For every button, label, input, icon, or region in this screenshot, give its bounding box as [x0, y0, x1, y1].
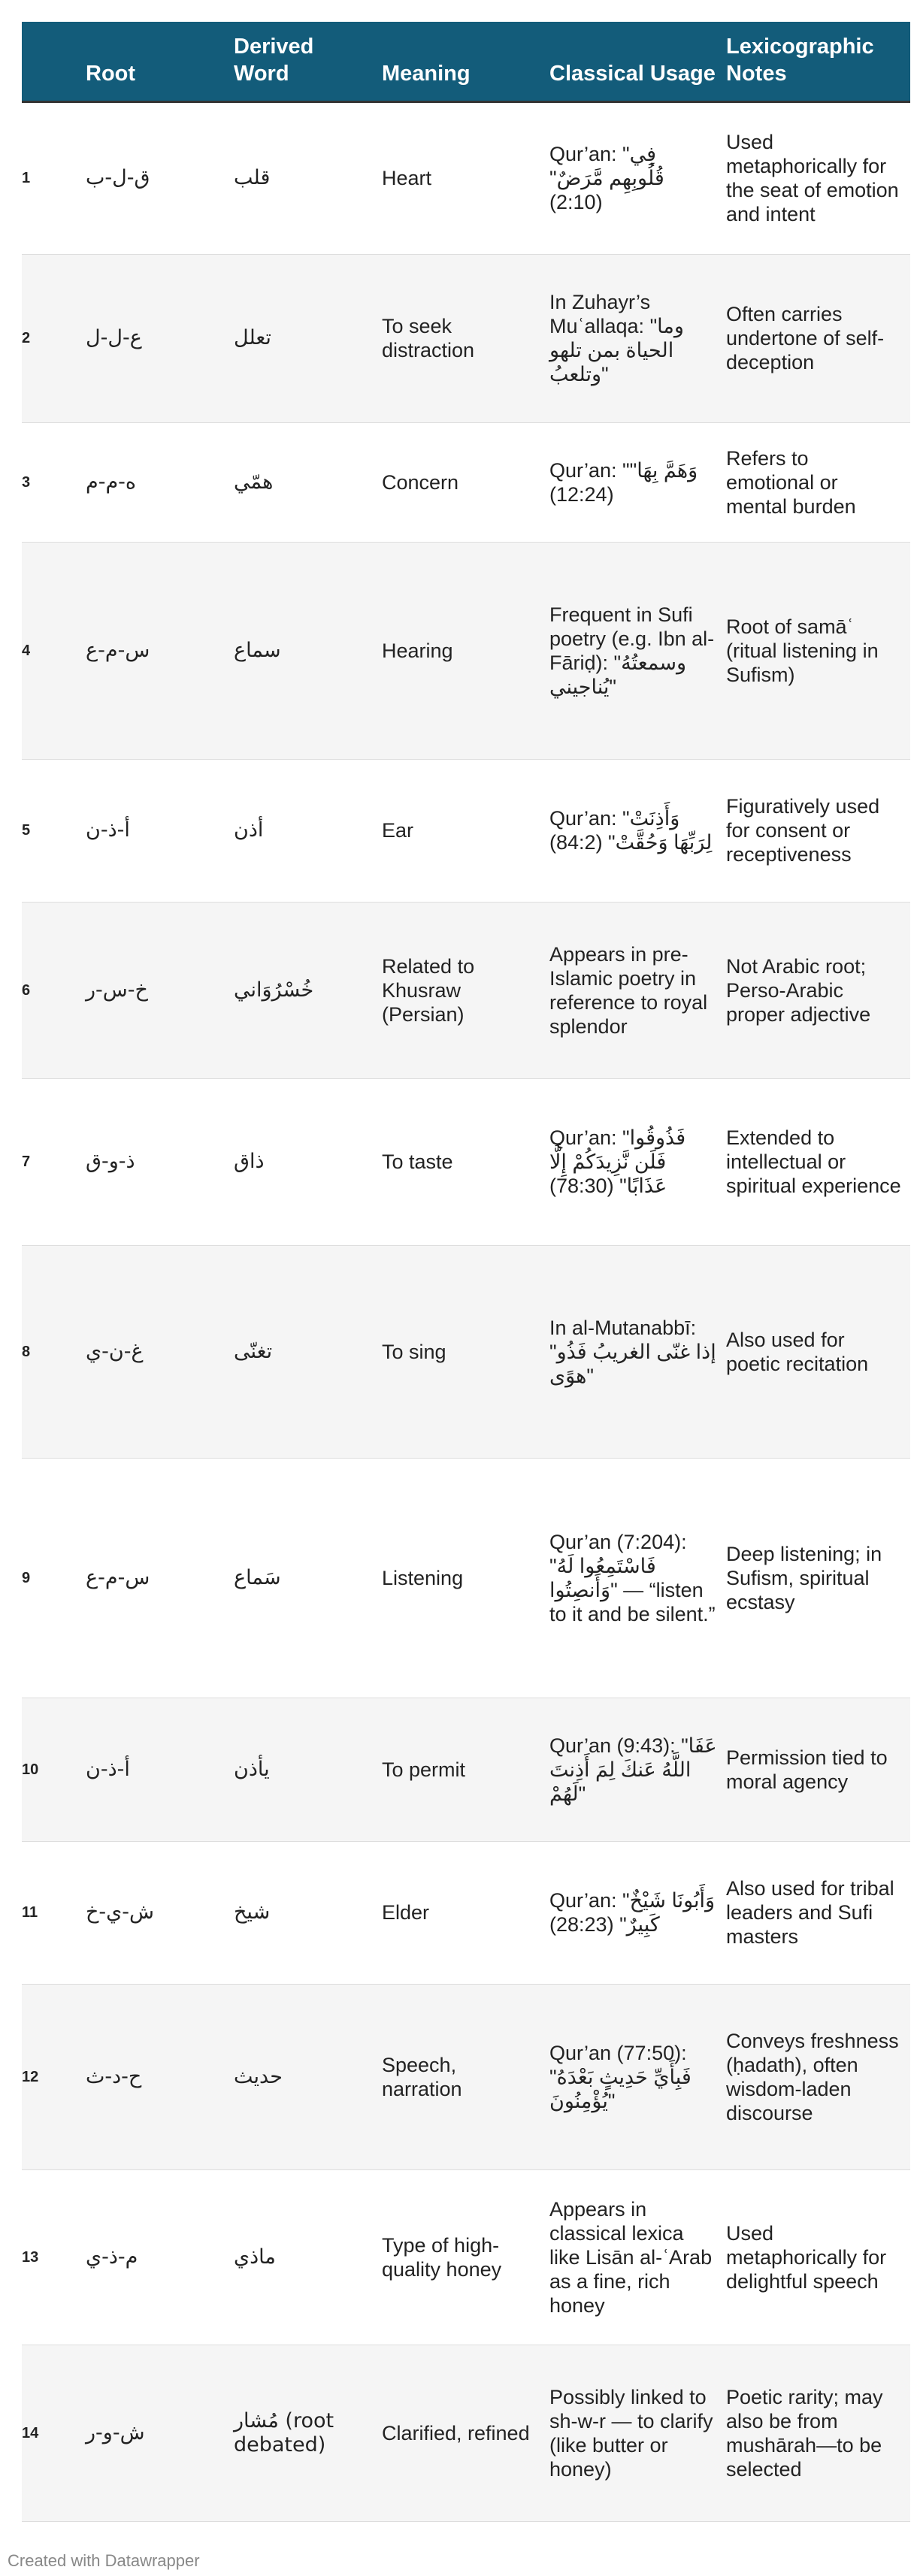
root-cell: ش-و-ر [86, 2420, 145, 2444]
row-number: 9 [22, 1569, 31, 1586]
notes-cell: Extended to intellectual or spiritual experience [726, 1126, 901, 1197]
row-number: 7 [22, 1153, 31, 1170]
notes-cell: Conveys freshness (ḥadath), often wisdom-laden discourse [726, 2029, 899, 2124]
notes-cell: Figuratively used for consent or receptiveness [726, 795, 880, 866]
row-number: 10 [22, 1761, 39, 1778]
col-classical-usage-header: Classical Usage [549, 61, 716, 86]
row-number: 4 [22, 642, 31, 659]
notes-cell: Deep listening; in Sufism, spiritual ecstasy [726, 1542, 882, 1613]
classical-usage-cell: Qur’an: "وَأَبُونَا شَيْخٌ كَبِيرٌ" (28:23) [549, 1889, 716, 1936]
derived-word-cell: خُسْرُوَاني [234, 978, 314, 1002]
notes-cell: Root of samāʿ (ritual listening in Sufism) [726, 615, 879, 686]
classical-usage-cell: In al-Mutanabbī: "إذا غنّى الغريبُ فَذُو هوًى" [549, 1316, 716, 1387]
col-root-header: Root [86, 61, 136, 86]
table-row [22, 1245, 910, 1458]
notes-cell: Refers to emotional or mental burden [726, 446, 856, 518]
col-meaning-header: Meaning [382, 61, 471, 86]
derived-word-cell: شيخ [234, 1900, 271, 1924]
derived-word-cell: قلب [234, 166, 271, 189]
notes-cell: Used metaphorically for the seat of emotion and intent [726, 131, 899, 225]
table-row [22, 2169, 910, 2345]
notes-cell: Poetic rarity; may also be from mushārah—to be selected [726, 2385, 883, 2481]
footer-credit[interactable]: Created with Datawrapper [8, 2551, 200, 2570]
table-row [22, 422, 910, 542]
notes-cell: Not Arabic root; Perso-Arabic proper adjective [726, 954, 871, 1026]
meaning-cell: Type of high-quality honey [382, 2233, 502, 2281]
col-number-header [22, 22, 86, 101]
classical-usage-cell: Frequent in Sufi poetry (e.g. Ibn al-Fāriḍ): "وسمعتُهُ يُناجيني" [549, 603, 715, 698]
notes-cell: Also used for poetic recitation [726, 1328, 869, 1375]
notes-cell: Also used for tribal leaders and Sufi masters [726, 1877, 894, 1948]
derived-word-cell: ماذي [234, 2245, 276, 2269]
derived-word-cell: سَماع [234, 1565, 281, 1589]
derived-word-cell: ذاق [234, 1150, 265, 1173]
root-cell: خ-س-ر [86, 978, 148, 1002]
derived-word-cell: تغنّى [234, 1339, 273, 1363]
classical-usage-cell: Qur’an (9:43): "عَفَا اللَّهُ عَنكَ لِمَ أَذِنتَ لَهُمْ" [549, 1734, 717, 1805]
table-body [22, 101, 910, 2521]
row-number: 8 [22, 1343, 31, 1360]
root-cell: غ-ن-ي [86, 1339, 144, 1363]
header-row [22, 22, 910, 101]
meaning-cell: Elder [382, 1901, 430, 1924]
classical-usage-cell: Appears in pre-Islamic poetry in reference to royal splendor [549, 942, 708, 1038]
root-cell: أ-ذ-ن [86, 1757, 130, 1781]
root-cell: س-م-ع [86, 1565, 150, 1589]
derived-word-cell: همّي [234, 470, 274, 494]
classical-usage-cell: Qur’an: "فِي قُلُوبِهِم مَّرَضٌ" (2:10) [549, 143, 664, 213]
table-row [22, 254, 910, 422]
table-row [22, 759, 910, 902]
root-cell: ع-ل-ل [86, 326, 142, 349]
classical-usage-cell: Qur’an: "وَهَمَّ بِهَا" (12:24) [549, 458, 698, 506]
derived-word-cell: مُشار (root debated) [234, 2408, 334, 2457]
meaning-cell: To permit [382, 1758, 466, 1781]
row-number: 1 [22, 170, 31, 186]
meaning-cell: To taste [382, 1150, 453, 1173]
derived-word-cell: تعلل [234, 326, 271, 349]
root-cell: ه-م-م [86, 470, 137, 494]
table-row [22, 1841, 910, 1984]
classical-usage-cell: Qur’an: "فَذُوقُوا فَلَن نَّزِيدَكُمْ إِلَّا عَذَابًا" (78:30) [549, 1126, 686, 1197]
table-row [22, 101, 910, 254]
meaning-cell: Heart [382, 167, 432, 189]
notes-cell: Often carries undertone of self-deception [726, 303, 885, 373]
table-row [22, 2345, 910, 2521]
table-row [22, 1458, 910, 1698]
classical-usage-cell: Qur’an: "وَأَذِنَتْ لِرَبِّهَا وَحُقَّتْ" (84:2) [549, 807, 713, 854]
table-row [22, 1078, 910, 1245]
classical-usage-cell: In Zuhayr’s Muʿallaqa: "وما الحياة بمن تلهو وتلعبُ" [549, 291, 684, 385]
meaning-cell: To sing [382, 1340, 446, 1363]
row-number: 12 [22, 2068, 39, 2085]
lexicon-table [22, 22, 910, 2522]
row-number: 13 [22, 2248, 39, 2266]
col-lexicographic-notes-header: Lexicographic Notes [726, 34, 874, 86]
root-cell: ش-ي-خ [86, 1900, 155, 1924]
root-cell: ذ-و-ق [86, 1150, 135, 1173]
row-number: 3 [22, 473, 31, 491]
classical-usage-cell: Qur’an (7:204): "فَاسْتَمِعُوا لَهُ وَأَنصِتُوا" — “listen to it and be silent.” [549, 1530, 716, 1625]
notes-cell: Used metaphorically for delightful speech [726, 2221, 887, 2293]
root-cell: م-ذ-ي [86, 2245, 138, 2269]
table-row [22, 902, 910, 1078]
col-derived-word-header: Derived Word [234, 34, 314, 86]
row-number: 5 [22, 822, 31, 839]
derived-word-cell: حديث [234, 2064, 283, 2088]
row-number: 14 [22, 2424, 39, 2441]
table-row [22, 1984, 910, 2169]
meaning-cell: Listening [382, 1566, 464, 1589]
root-cell: ق-ل-ب [86, 166, 150, 189]
root-cell: س-م-ع [86, 638, 150, 662]
meaning-cell: Hearing [382, 639, 453, 662]
table-row [22, 1698, 910, 1841]
derived-word-cell: يأذن [234, 1757, 270, 1781]
meaning-cell: Clarified, refined [382, 2421, 530, 2444]
row-number: 2 [22, 330, 31, 346]
derived-word-cell: سماع [234, 638, 281, 662]
classical-usage-cell: Possibly linked to sh-w-r — to clarify (like butter or honey) [549, 2385, 713, 2481]
row-number: 11 [22, 1904, 38, 1921]
meaning-cell: Related to Khusraw (Persian) [382, 954, 475, 1026]
meaning-cell: Ear [382, 819, 414, 842]
meaning-cell: Speech, narration [382, 2053, 462, 2100]
meaning-cell: To seek distraction [382, 315, 475, 361]
root-cell: ح-د-ث [86, 2064, 142, 2088]
table-row [22, 542, 910, 759]
classical-usage-cell: Appears in classical lexica like Lisān al-ʿArab as a fine, rich honey [549, 2197, 713, 2317]
derived-word-cell: أذن [234, 818, 264, 842]
root-cell: أ-ذ-ن [86, 818, 130, 842]
row-number: 6 [22, 981, 31, 999]
meaning-cell: Concern [382, 470, 459, 494]
table-header [22, 22, 910, 101]
notes-cell: Permission tied to moral agency [726, 1746, 888, 1793]
classical-usage-cell: Qur’an (77:50): "فَبِأَيِّ حَدِيثٍ بَعْدَهُ يُؤْمِنُونَ" [549, 2041, 692, 2112]
